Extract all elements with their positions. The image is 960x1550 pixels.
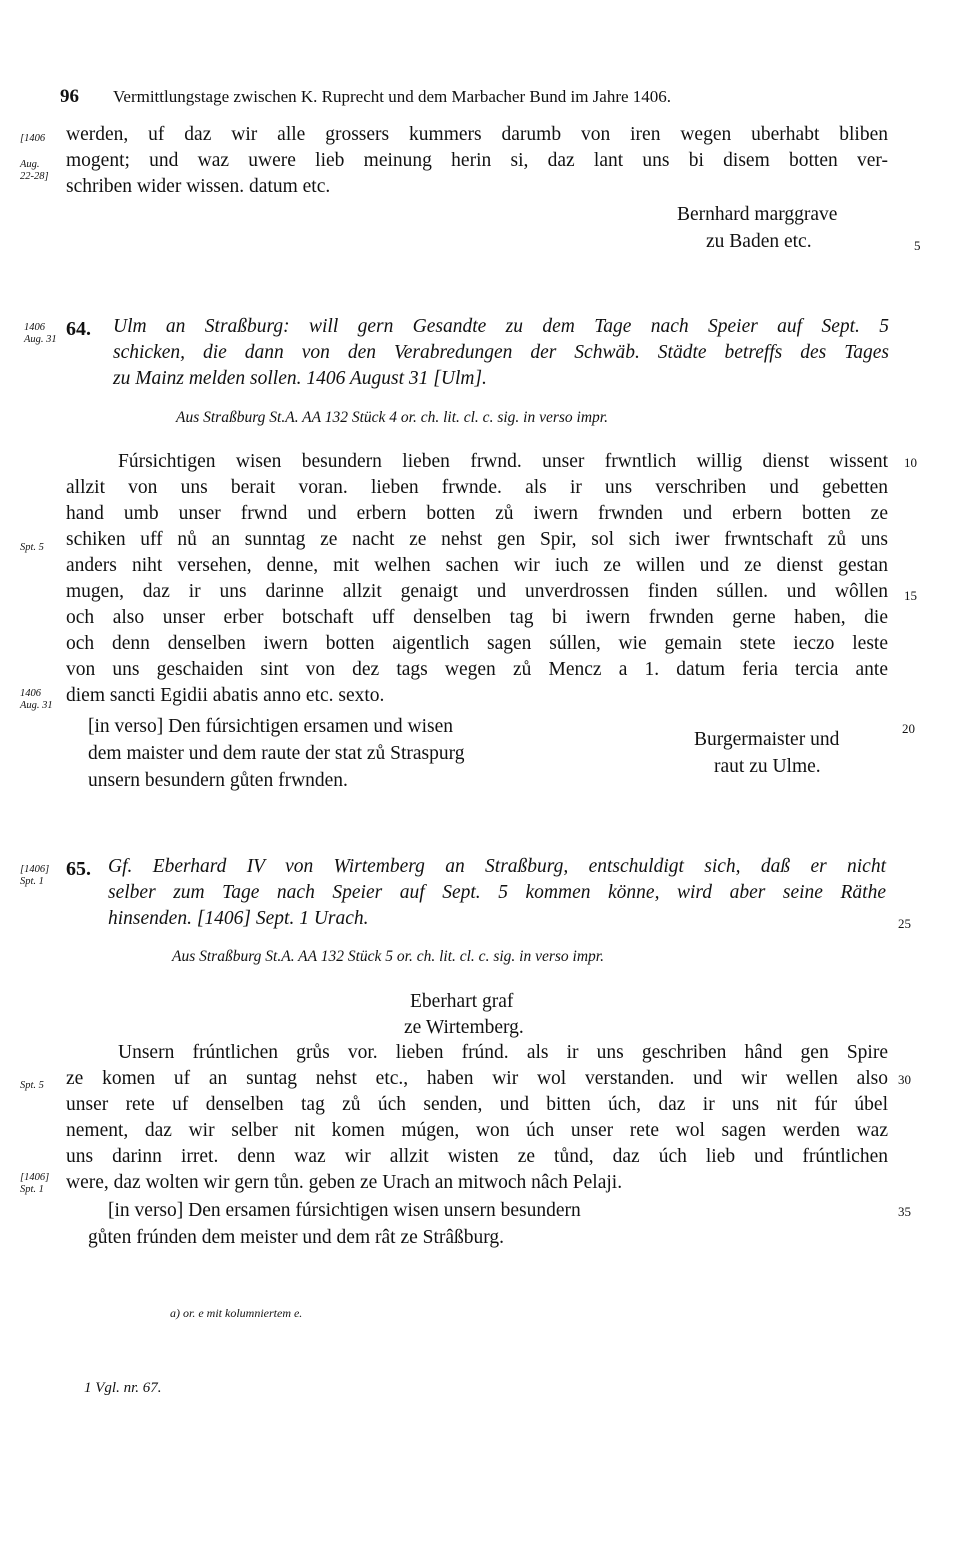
line-number: 30 <box>898 1072 911 1087</box>
text-line: anders niht versehen, denne, mit welhen sachen wir iuch ze willen und ze dienst gestan <box>66 555 888 576</box>
running-header <box>60 86 671 108</box>
verso-address: dem maister und dem raute der stat zů Straspurg <box>88 743 465 764</box>
page-number: 96 <box>60 86 79 107</box>
line-number: 35 <box>898 1204 911 1219</box>
text-line: nement, daz wir selber nit komen múgen, won úch unser rete wol sagen werden waz <box>66 1120 888 1141</box>
text-line: unser rete uf denselben tag zů úch senden, und bitten úch, daz ir uns nit fúr úbel <box>66 1094 888 1115</box>
source-note: Aus Straßburg St.A. AA 132 Stück 4 or. ch. lit. cl. c. sig. in verso impr. <box>176 409 608 426</box>
text-line: were, daz wolten wir gern tůn. geben ze Urach an mitwoch nâch Pelaji. <box>66 1172 623 1193</box>
sender: Eberhart graf <box>410 991 514 1012</box>
text-line: von uns geschaiden sint von dez tags wegen zů Mencz a 1. datum feria tercia ante <box>66 659 888 680</box>
letter-continuation <box>66 122 888 200</box>
text-line: Fúrsichtigen wisen besundern lieben frwnd. unser frwntlich willig dienst wissent <box>118 451 888 472</box>
margin-date: 1406 Aug. 31 <box>24 322 57 345</box>
text-line: och denn denselben iwern botten aigentlich sagen súllen, wie gemain stete ieczo leste <box>66 633 888 654</box>
line-number: 10 <box>904 455 917 470</box>
line-number: 25 <box>898 916 911 931</box>
signature: Bernhard marggrave <box>677 204 838 225</box>
margin-date: [1406] Spt. 1 <box>20 1172 50 1195</box>
margin-date: 1406 Aug. 31 <box>20 688 53 711</box>
document-number: 65. <box>66 858 91 880</box>
verso-address: [in verso] Den fúrsichtigen ersamen und wisen <box>88 716 453 737</box>
footnote: 1 Vgl. nr. 67. <box>84 1380 162 1396</box>
document-number: 64. <box>66 318 91 340</box>
text-line: mogent; und waz uwere lieb meinung herin si, daz lant uns bi disem botten ver- <box>66 150 888 171</box>
letter-body <box>66 1040 888 1196</box>
verso-address: unsern besundern gůten frwnden. <box>88 770 348 791</box>
text-line: uns darinn irret. denn waz wir allzit wisten ze tůnd, daz úch lieb und frúntlichen <box>66 1146 888 1167</box>
sender: Burgermaister und <box>694 729 840 750</box>
margin-date: Spt. 5 <box>20 542 44 553</box>
letter-body <box>66 449 888 709</box>
sender: raut zu Ulme. <box>714 756 821 777</box>
text-line: ze komen uf an suntag nehst etc., haben wir wol verstanden. und wir wellen also <box>66 1068 888 1089</box>
text-line: diem sancti Egidii abatis anno etc. sexto. <box>66 685 385 706</box>
regest: Ulm an Straßburg: will gern Gesandte zu dem Tage nach Speier auf Sept. 5 schicken, die dann von den Verabredungen der Schwäb. Städte betreffs des Tages zu Mainz melden sollen. 1406 August 31 [Ulm]. <box>113 316 889 389</box>
text-line: werden, uf daz wir alle grossers kummers darumb von iren wegen uberhabt bliben <box>66 124 888 145</box>
text-line: mugen, daz ir uns darinne allzit genaigt und unverdrossen finden súllen. und wôllen <box>66 581 888 602</box>
line-number: 5 <box>914 238 921 253</box>
text-line: schriben wider wissen. datum etc. <box>66 176 331 197</box>
sender: ze Wirtemberg. <box>404 1017 524 1038</box>
line-number: 20 <box>902 721 915 736</box>
margin-date: [1406 Aug. 22-28] <box>20 133 49 182</box>
margin-date: [1406] Spt. 1 <box>20 864 50 887</box>
footnote: a) or. e mit kolumniertem e. <box>170 1306 303 1320</box>
margin-date: Spt. 5 <box>20 1080 44 1091</box>
verso-address: [in verso] Den ersamen fúrsichtigen wisen unsern besundern <box>108 1200 581 1221</box>
verso-address: gůten frúnden dem meister und dem rât ze Strâßburg. <box>88 1227 505 1248</box>
line-number: 15 <box>904 588 917 603</box>
regest: Gf. Eberhard IV von Wirtemberg an Straßburg, entschuldigt sich, daß er nicht selber zum Tage nach Speier auf Sept. 5 kommen könne, wird aber seine Räthe hinsenden. [1406] Sept. 1 Urach. <box>108 856 886 929</box>
text-line: Unsern frúntlichen grůs vor. lieben frúnd. als ir uns geschriben hând gen Spire <box>118 1042 888 1063</box>
running-title: Vermittlungstage zwischen K. Ruprecht und dem Marbacher Bund im Jahre 1406. <box>113 87 672 106</box>
source-note: Aus Straßburg St.A. AA 132 Stück 5 or. ch. lit. cl. c. sig. in verso impr. <box>172 948 604 965</box>
text-line: och also unser erber botschaft uff denselben tag bi iwern frwnden gerne haben, die <box>66 607 888 628</box>
text-line: schiken uff nů an sunntag ze nacht ze nehst gen Spir, sol sich iwer frwntschaft zů uns <box>66 529 888 550</box>
signature: zu Baden etc. <box>706 231 812 252</box>
text-line: hand umb unser frwnd und erbern botten zů iwern frwnden und erbern botten ze <box>66 503 888 524</box>
text-line: allzit von uns berait voran. lieben frwnde. als ir uns verschriben und gebetten <box>66 477 888 498</box>
